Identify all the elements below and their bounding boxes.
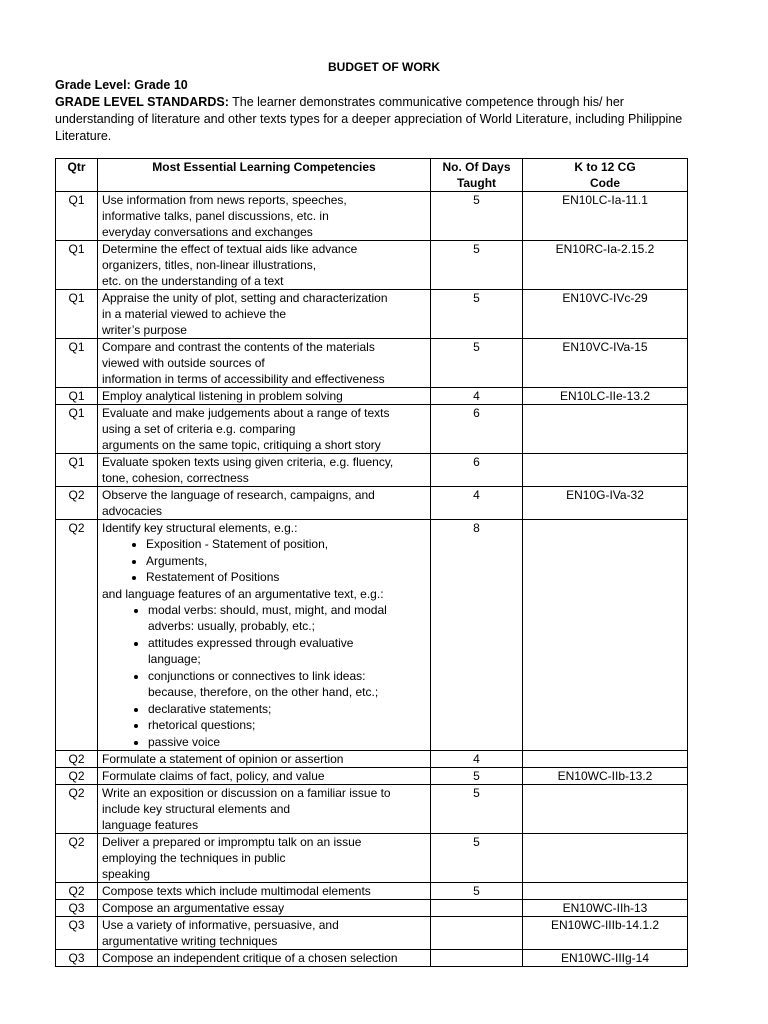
competency-cell: [98, 950, 431, 967]
list-item-line: • attitudes expressed through evaluative: [148, 635, 354, 650]
competency-line: Employ analytical listening in problem solving: [102, 389, 343, 403]
competency-cell: [98, 900, 431, 917]
cg-code-cell: [523, 883, 688, 900]
list-item-line: • rhetorical questions;: [148, 718, 256, 732]
competency-line: Determine the effect of textual aids like advance: [102, 242, 358, 256]
days-cell: 5: [431, 834, 523, 883]
days-cell: 4: [431, 751, 523, 768]
qtr-cell: Q1: [56, 290, 98, 339]
competency-line: Compose texts which include multimodal elements: [102, 884, 371, 898]
days-cell: 6: [431, 405, 523, 454]
competency-line: arguments on the same topic, critiquing a short story: [102, 438, 381, 452]
competency-cell: [98, 454, 431, 487]
qtr-cell: Q2: [56, 883, 98, 900]
competency-line: Appraise the unity of plot, setting and characterization: [102, 291, 388, 305]
table-row: [56, 405, 688, 454]
competency-line: argumentative writing techniques: [102, 934, 278, 948]
list-item: [148, 635, 426, 668]
qtr-cell: Q1: [56, 241, 98, 290]
qtr-cell: Q1: [56, 454, 98, 487]
cg-code-cell: EN10WC-IIIg-14: [523, 950, 688, 967]
competency-line: language features: [102, 818, 199, 832]
competency-line: everyday conversations and exchanges: [102, 225, 313, 239]
table-row: [56, 785, 688, 834]
qtr-cell: Q2: [56, 520, 98, 751]
competency-line: tone, cohesion, correctness: [102, 471, 249, 485]
competency-cell: [98, 405, 431, 454]
days-cell: [431, 900, 523, 917]
days-cell: 4: [431, 388, 523, 405]
table-row: [56, 487, 688, 520]
cg-code-cell: EN10WC-IIb-13.2: [523, 768, 688, 785]
table-row: [56, 388, 688, 405]
qtr-cell: Q3: [56, 917, 98, 950]
cg-code-cell: [523, 405, 688, 454]
grade-level-line: [55, 77, 695, 94]
competency-line: employing the techniques in public: [102, 851, 286, 865]
header-days: [431, 159, 523, 192]
competency-line: Write an exposition or discussion on a familiar issue to: [102, 786, 391, 800]
competency-line: include key structural elements and: [102, 802, 291, 816]
cg-code-cell: EN10LC-Ia-11.1: [523, 192, 688, 241]
competency-line: writer’s purpose: [102, 323, 187, 337]
table-row: [56, 454, 688, 487]
grade-level-value: Grade 10: [134, 78, 188, 92]
competency-line: advocacies: [102, 504, 163, 518]
days-cell: 8: [431, 520, 523, 751]
competency-line: Use information from news reports, speeches,: [102, 193, 347, 207]
competency-cell: [98, 751, 431, 768]
competency-line: using a set of criteria e.g. comparing: [102, 422, 296, 436]
document-header: [55, 77, 695, 145]
competency-cell: [98, 785, 431, 834]
list-item-line: • conjunctions or connectives to link ideas:: [148, 668, 366, 683]
competency-line: Compare and contrast the contents of the materials: [102, 340, 375, 354]
competency-line: organizers, titles, non-linear illustrations,: [102, 258, 317, 272]
list-item: [148, 602, 426, 635]
cg-code-cell: EN10RC-Ia-2.15.2: [523, 241, 688, 290]
list-item: • Arguments,: [146, 553, 426, 570]
list-item-line: • modal verbs: should, must, might, and modal: [148, 602, 387, 617]
list-item: • Restatement of Positions: [146, 569, 426, 586]
list-item-line: because, therefore, on the other hand, etc.;: [148, 685, 379, 699]
table-row: [56, 339, 688, 388]
days-cell: 5: [431, 192, 523, 241]
table-row: [56, 883, 688, 900]
days-cell: 5: [431, 768, 523, 785]
cg-code-cell: EN10G-IVa-32: [523, 487, 688, 520]
competency-cell: [98, 520, 431, 751]
table-body: [56, 192, 688, 967]
list-item-line: adverbs: usually, probably, etc.;: [148, 619, 315, 633]
cg-code-cell: EN10VC-IVc-29: [523, 290, 688, 339]
table-row: [56, 950, 688, 967]
table-header-row: [56, 159, 688, 192]
cg-code-cell: EN10WC-IIIb-14.1.2: [523, 917, 688, 950]
list-item: [148, 701, 426, 718]
days-cell: 5: [431, 785, 523, 834]
competency-cell: [98, 290, 431, 339]
competency-cell: [98, 487, 431, 520]
cg-code-cell: [523, 454, 688, 487]
days-cell: 5: [431, 290, 523, 339]
competency-line: speaking: [102, 867, 151, 881]
language-features-list: [102, 602, 426, 751]
cg-code-cell: [523, 751, 688, 768]
competency-line: Observe the language of research, campaigns, and: [102, 488, 375, 502]
competency-line: Use a variety of informative, persuasive, and: [102, 918, 339, 932]
header-competencies: Most Essential Learning Competencies: [98, 159, 431, 192]
competency-line: Evaluate and make judgements about a range of texts: [102, 406, 390, 420]
table-row: [56, 917, 688, 950]
competency-line: Formulate a statement of opinion or assertion: [102, 752, 344, 766]
competency-line: information in terms of accessibility and effectiveness: [102, 372, 385, 386]
cg-code-cell: EN10VC-IVa-15: [523, 339, 688, 388]
list-item-line: • declarative statements;: [148, 701, 272, 716]
competency-cell: [98, 241, 431, 290]
days-cell: [431, 917, 523, 950]
competency-cell: [98, 883, 431, 900]
header-days-text: No. Of Days Taught: [442, 160, 511, 190]
list-item: • Exposition - Statement of position,: [146, 536, 426, 553]
list-item-line: language;: [148, 652, 201, 666]
qtr-cell: Q3: [56, 950, 98, 967]
competency-cell: [98, 917, 431, 950]
competency-line: in a material viewed to achieve the: [102, 307, 287, 321]
header-code-text: K to 12 CG Code: [574, 160, 636, 190]
days-cell: [431, 950, 523, 967]
cg-code-cell: EN10WC-IIh-13: [523, 900, 688, 917]
competency-line: informative talks, panel discussions, etc. in: [102, 209, 329, 223]
standards-text: The learner demonstrates communicative competence through his/ her understanding of literature and other texts types for a deeper appreciation of World Literature, including Philippine Literature.: [55, 95, 683, 143]
qtr-cell: Q2: [56, 785, 98, 834]
competency-line: Evaluate spoken texts using given criteria, e.g. fluency,: [102, 455, 394, 469]
list-item: [148, 717, 426, 734]
table-row: [56, 751, 688, 768]
days-cell: 6: [431, 454, 523, 487]
competency-line: viewed with outside sources of: [102, 356, 265, 370]
qtr-cell: Q2: [56, 487, 98, 520]
cg-code-cell: [523, 834, 688, 883]
qtr-cell: Q1: [56, 405, 98, 454]
list-item: [148, 668, 426, 701]
table-row: [56, 290, 688, 339]
header-code: [523, 159, 688, 192]
list-item-line: • passive voice: [148, 734, 221, 749]
qtr-cell: Q1: [56, 192, 98, 241]
cg-code-cell: EN10LC-IIe-13.2: [523, 388, 688, 405]
competency-line: Compose an argumentative essay: [102, 901, 285, 915]
competency-cell: [98, 339, 431, 388]
cg-code-cell: [523, 520, 688, 751]
days-cell: 5: [431, 883, 523, 900]
qtr-cell: Q1: [56, 339, 98, 388]
list-item: [148, 734, 426, 751]
qtr-cell: Q3: [56, 900, 98, 917]
table-row: [56, 834, 688, 883]
standards-paragraph: [55, 94, 695, 145]
competency-line: Compose an independent critique of a chosen selection: [102, 951, 398, 965]
qtr-cell: Q1: [56, 388, 98, 405]
competency-cell: [98, 388, 431, 405]
table-row: [56, 520, 688, 751]
document-title: BUDGET OF WORK: [328, 60, 440, 74]
competency-line: Deliver a prepared or impromptu talk on an issue: [102, 835, 362, 849]
grade-level-label: Grade Level:: [55, 78, 131, 92]
standards-label: GRADE LEVEL STANDARDS:: [55, 95, 229, 109]
competency-cell: [98, 768, 431, 785]
header-qtr: Qtr: [56, 159, 98, 192]
table-row: [56, 241, 688, 290]
days-cell: 5: [431, 241, 523, 290]
competency-line: Identify key structural elements, e.g.:: [102, 521, 298, 535]
budget-of-work-table: [55, 158, 688, 967]
table-row: [56, 192, 688, 241]
competency-line: and language features of an argumentative text, e.g.:: [102, 586, 384, 601]
table-row: [56, 768, 688, 785]
qtr-cell: Q2: [56, 751, 98, 768]
competency-line: etc. on the understanding of a text: [102, 274, 284, 288]
competency-cell: [98, 834, 431, 883]
competency-line: Formulate claims of fact, policy, and value: [102, 769, 325, 783]
cg-code-cell: [523, 785, 688, 834]
structural-elements-list: [102, 536, 426, 586]
competency-cell: [98, 192, 431, 241]
qtr-cell: Q2: [56, 834, 98, 883]
table-row: [56, 900, 688, 917]
days-cell: 5: [431, 339, 523, 388]
qtr-cell: Q2: [56, 768, 98, 785]
days-cell: 4: [431, 487, 523, 520]
